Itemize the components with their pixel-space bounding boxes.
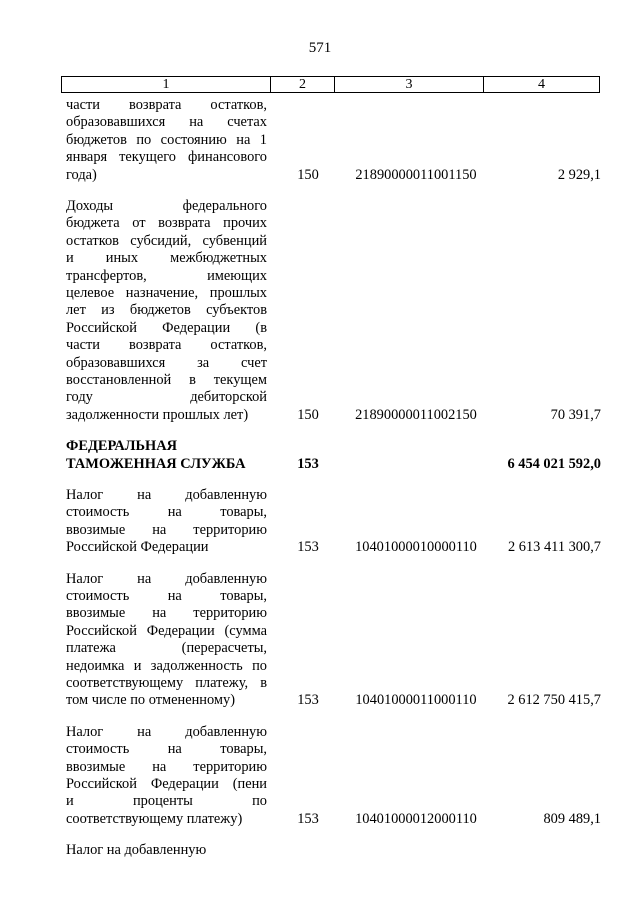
description-line: года) <box>66 166 97 183</box>
description-line: восстановленной в текущем <box>66 372 267 389</box>
row-code: 153 <box>297 539 319 556</box>
description-line: Налог на добавленную <box>66 570 267 587</box>
row-description <box>66 198 267 424</box>
description-line: соответствующему платежу, в <box>66 675 267 692</box>
header-col-1: 1 <box>62 77 271 92</box>
description-line: платежа (перерасчеты, <box>66 640 267 657</box>
description-line: и проценты по <box>66 793 267 810</box>
description-line: остатков субсидий, субвенций <box>66 232 267 249</box>
description-line: и иных межбюджетных <box>66 250 267 267</box>
description-line: бюджетов по состоянию на 1 <box>66 131 267 148</box>
description-line: Российской Федерации (сумма <box>66 622 267 639</box>
description-line: стоимость на товары, <box>66 741 267 758</box>
description-line: соответствующему платежу) <box>66 810 243 827</box>
description-line: Налог на добавленную <box>66 842 207 859</box>
row-code: 153 <box>297 692 319 709</box>
description-line: ФЕДЕРАЛЬНАЯ <box>66 438 178 455</box>
description-line: образовавшихся за счет <box>66 354 267 371</box>
description-line: стоимость на товары, <box>66 587 267 604</box>
description-line: января текущего финансового <box>66 149 267 166</box>
description-line: недоимка и задолженность по <box>66 657 267 674</box>
row-kbk: 10401000011000110 <box>355 692 477 709</box>
table-row <box>0 724 640 828</box>
description-line: стоимость на товары, <box>66 504 267 521</box>
description-line: том числе по отмененному) <box>66 692 236 709</box>
table-row <box>0 571 640 710</box>
description-line: ТАМОЖЕННАЯ СЛУЖБА <box>66 455 246 472</box>
header-col-3: 3 <box>335 77 484 92</box>
description-line: Доходы федерального <box>66 198 267 214</box>
description-line: Налог на добавленную <box>66 723 267 740</box>
table-row <box>0 438 640 473</box>
table-row <box>0 97 640 184</box>
row-kbk: 10401000010000110 <box>355 539 477 556</box>
row-code: 153 <box>297 455 319 472</box>
row-code: 150 <box>297 166 319 183</box>
description-line: части возврата остатков, <box>66 337 267 354</box>
description-line: Российской Федерации (в <box>66 319 267 336</box>
description-line: бюджета от возврата прочих <box>66 215 267 232</box>
header-col-2: 2 <box>271 77 335 92</box>
row-description <box>66 724 267 828</box>
description-line: году дебиторской <box>66 389 267 406</box>
header-col-4: 4 <box>538 77 545 92</box>
row-description <box>66 97 267 184</box>
description-line: целевое назначение, прошлых <box>66 285 267 302</box>
row-description <box>66 438 267 473</box>
description-line: части возврата остатков, <box>66 97 267 113</box>
description-line: образовавшихся на счетах <box>66 114 267 131</box>
row-amount: 2 613 411 300,7 <box>507 539 601 556</box>
description-line: Налог на добавленную <box>66 486 267 503</box>
description-line: лет из бюджетов субъектов <box>66 302 267 319</box>
table-row <box>0 487 640 557</box>
description-line: ввозимые на территорию <box>66 521 267 538</box>
table-body <box>0 97 640 860</box>
row-description <box>66 842 267 859</box>
table-row <box>0 842 640 859</box>
row-kbk: 21890000011002150 <box>355 406 477 423</box>
row-kbk: 10401000012000110 <box>355 810 477 827</box>
description-line: ввозимые на территорию <box>66 605 267 622</box>
page-number: 571 <box>308 40 332 56</box>
description-line: Российской Федерации <box>66 539 209 556</box>
row-description <box>66 487 267 557</box>
description-line: задолженности прошлых лет) <box>66 406 249 423</box>
row-amount: 809 489,1 <box>543 810 601 827</box>
description-line: трансфертов, имеющих <box>66 267 267 284</box>
row-kbk: 21890000011001150 <box>355 166 477 183</box>
row-code: 150 <box>297 406 319 423</box>
row-code: 153 <box>297 810 319 827</box>
description-line: Российской Федерации (пени <box>66 775 267 792</box>
row-description <box>66 571 267 710</box>
table-header <box>61 76 600 93</box>
row-amount: 70 391,7 <box>550 406 601 423</box>
table-row <box>0 198 640 424</box>
row-amount: 2 929,1 <box>557 166 601 183</box>
row-amount: 2 612 750 415,7 <box>507 692 601 709</box>
row-amount: 6 454 021 592,0 <box>507 455 601 472</box>
description-line: ввозимые на территорию <box>66 758 267 775</box>
